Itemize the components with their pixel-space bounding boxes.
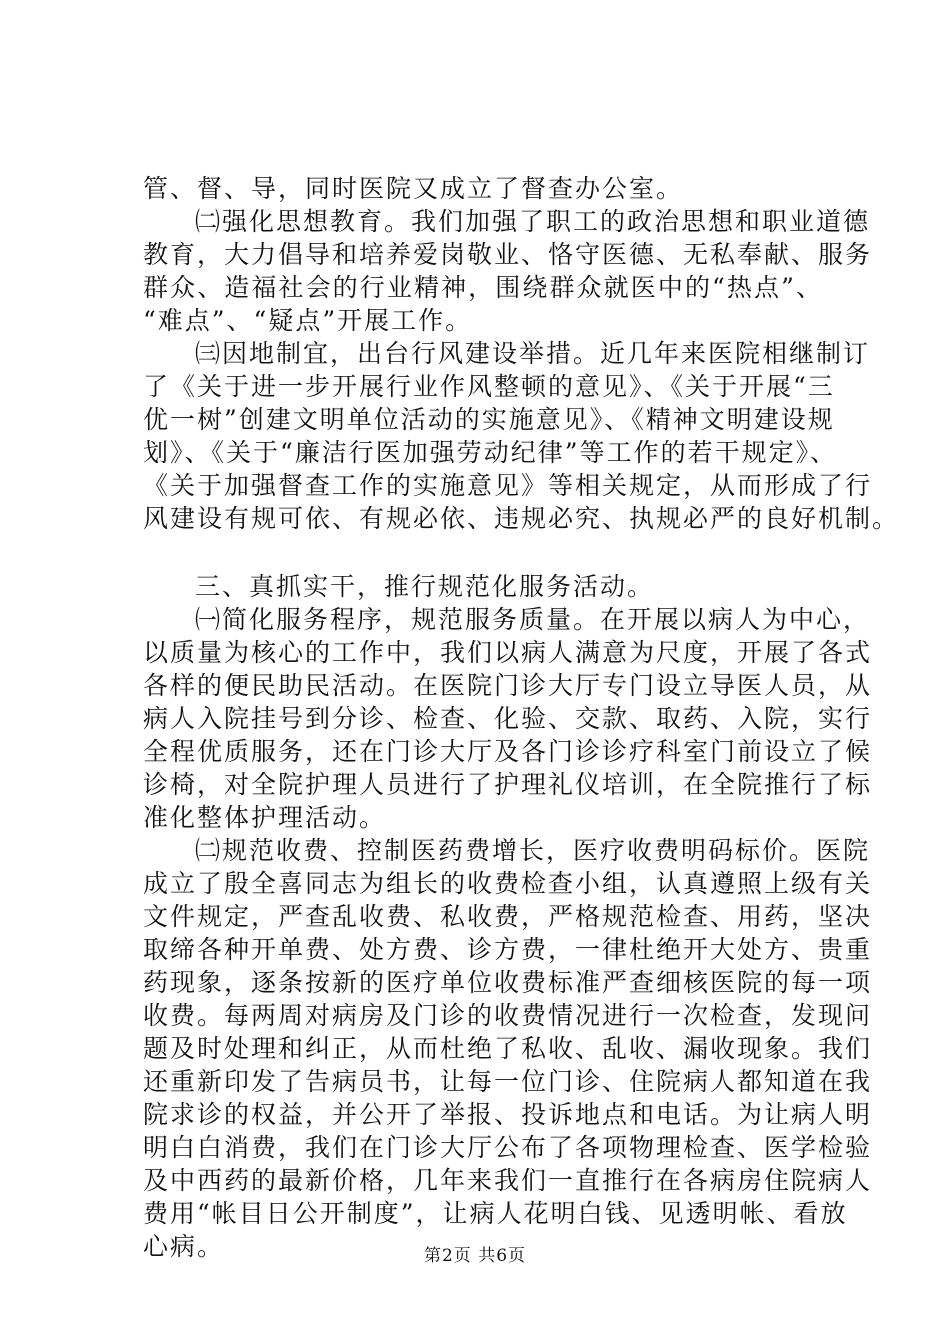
text-line: 全程优质服务，还在门诊大厅及各门诊诊疗科室门前设立了候 [143,737,873,766]
text-line: 病人入院挂号到分诊、检查、化验、交款、取药、入院，实行 [143,704,873,733]
text-line: 还重新印发了告病员书，让每一位门诊、住院病人都知道在我 [143,1067,873,1096]
text-line: ㈡强化思想教育。我们加强了职工的政治思想和职业道德 [195,207,871,236]
page-footer [0,1241,950,1266]
text-line: ㈢因地制宜，出台行风建设举措。近几年来医院相继制订 [195,339,871,368]
text-line: 药现象，逐条按新的医疗单位收费标准严查细核医院的每一项 [143,968,873,997]
text-line: 划》、《关于“廉洁行医加强劳动纪律”等工作的若干规定》、 [143,438,838,467]
body-text [143,172,900,1263]
text-line: 诊椅，对全院护理人员进行了护理礼仪培训，在全院推行了标 [143,770,873,799]
text-line: 取缔各种开单费、处方费、诊方费，一律杜绝开大处方、贵重 [143,935,873,964]
section-heading: 三、真抓实干，推行规范化服务活动。 [195,572,655,601]
text-line: 以质量为核心的工作中，我们以病人满意为尺度，开展了各式 [143,638,873,667]
text-line: 收费。每两周对病房及门诊的收费情况进行一次检查，发现问 [143,1001,873,1030]
text-line: 费用“帐目日公开制度”，让病人花明白钱、见透明帐、看放 [143,1199,848,1228]
text-line: 教育，大力倡导和培养爱岗敬业、恪守医德、无私奉献、服务 [143,240,873,269]
text-line: 了《关于进一步开展行业作风整顿的意见》、《关于开展“三 [143,372,835,401]
text-line: 成立了殷全喜同志为组长的收费检查小组，认真遵照上级有关 [143,869,873,898]
text-line: 明白白消费，我们在门诊大厅公布了各项物理检查、医学检验 [143,1133,873,1162]
text-line: 优一树”创建文明单位活动的实施意见》、《精神文明建设规 [143,405,835,434]
text-line: 准化整体护理活动。 [143,803,387,832]
text-line: 文件规定，严查乱收费、私收费，严格规范检查、用药，坚决 [143,902,873,931]
paragraph-gap [143,535,823,570]
text-line: 群众、造福社会的行业精神，围绕群众就医中的“热点”、 [143,273,823,302]
text-line: 及中西药的最新价格，几年来我们一直推行在各病房住院病人 [143,1166,873,1195]
page-number: 第2页 共6页 [423,1246,527,1266]
text-line: 《关于加强督查工作的实施意见》等相关规定，从而形成了行 [143,471,873,500]
text-line: 管、督、导，同时医院又成立了督查办公室。 [143,174,684,203]
text-line: ㈠简化服务程序，规范服务质量。在开展以病人为中心， [195,605,871,634]
text-line: ㈡规范收费、控制医药费增长，医疗收费明码标价。医院 [195,836,871,865]
text-line: 风建设有规可依、有规必依、违规必究、执规必严的良好机制。 [143,504,900,533]
text-line: 题及时处理和纠正，从而杜绝了私收、乱收、漏收现象。我们 [143,1034,873,1063]
text-line: 心病。 [143,1232,225,1261]
text-line: 院求诊的权益，并公开了举报、投诉地点和电话。为让病人明 [143,1100,873,1129]
text-line: “难点”、“疑点”开展工作。 [143,306,473,335]
text-line: 各样的便民助民活动。在医院门诊大厅专门设立导医人员，从 [143,671,873,700]
